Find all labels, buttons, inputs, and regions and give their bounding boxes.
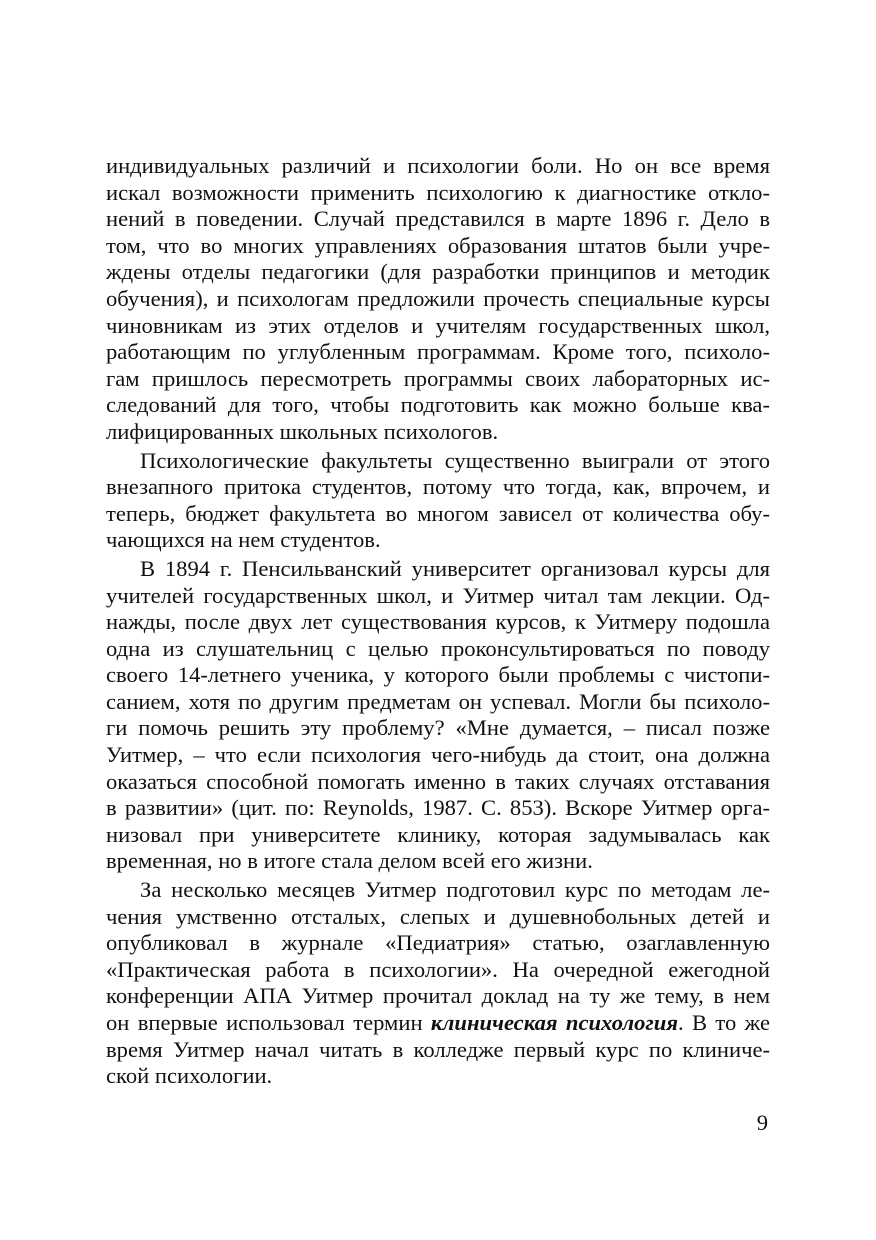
text-line: гам пришлось пересмотреть программы своих лабораторных ис- (106, 365, 770, 391)
text-line: Уитмер, – что если психология чего-нибудь да стоит, она должна (106, 742, 770, 768)
text-line: временная, но в итоге стала делом всей его жизни. (106, 848, 593, 874)
text-line: санием, хотя по другим предметам он успевал. Могли бы психоло- (106, 688, 770, 714)
text-line: Психологические факультеты существенно выиграли от этого (140, 447, 770, 473)
text-line: В 1894 г. Пенсильванский университет организовал курсы для (140, 555, 770, 581)
text-line: чиновникам из этих отделов и учителям государственных школ, (106, 312, 770, 338)
text-line: внезапного притока студентов, потому что тогда, как, впрочем, и (106, 474, 770, 500)
text-line: низовал при университете клинику, которая задумывалась как (106, 821, 770, 847)
page-number: 9 (756, 1110, 768, 1135)
text-line: том, что во многих управлениях образования штатов были учре- (106, 232, 770, 258)
text-line: нажды, после двух лет существования курсов, к Уитмеру подошла (106, 609, 770, 635)
text-line: искал возможности применить психологию к диагностике откло- (106, 179, 770, 205)
paragraph-2 (106, 448, 770, 554)
text-line: время Уитмер начал читать в колледже первый курс по клиниче- (106, 1036, 770, 1062)
text-line: За несколько месяцев Уитмер подготовил курс по методам ле- (140, 877, 770, 903)
text-line: в развитии» (цит. по: Reynolds, 1987. С. 853). Вскоре Уитмер орга- (106, 795, 770, 821)
text-line: оказаться способной помогать именно в таких случаях отставания (106, 768, 770, 794)
body-text (106, 153, 770, 1090)
text-line-with-term (106, 1010, 770, 1037)
text-line: лифицированных школьных психологов. (106, 418, 499, 444)
text-line: чения умственно отсталых, слепых и душевнобольных детей и (106, 903, 770, 929)
text-line: конференции АПА Уитмер прочитал доклад на ту же тему, в нем (106, 983, 770, 1009)
term-line-before: он впервые использовал термин (106, 1010, 431, 1035)
text-line: «Практическая работа в психологии». На очередной ежегодной (106, 956, 770, 982)
paragraph-1 (106, 153, 770, 446)
text-line: ждены отделы педагогики (для разработки принципов и методик (106, 259, 770, 285)
text-line: индивидуальных различий и психологии боли. Но он все время (106, 153, 770, 178)
text-line: одна из слушательниц с целью проконсультироваться по поводу (106, 635, 770, 661)
text-line: обучения), и психологам предложили прочесть специальные курсы (106, 285, 770, 311)
text-line: опубликовал в журнале «Педиатрия» статью, озаглавленную (106, 930, 770, 956)
text-line: учителей государственных школ, и Уитмер читал там лекции. Од- (106, 582, 770, 608)
text-line: своего 14-летнего ученика, у которого были проблемы с чистопи- (106, 662, 770, 688)
paragraph-3 (106, 556, 770, 875)
text-line: нений в поведении. Случай представился в марте 1896 г. Дело в (106, 206, 770, 232)
paragraph-4 (106, 877, 770, 1090)
term-line-after: . В то же (677, 1010, 770, 1035)
text-line: чающихся на нем студентов. (106, 527, 381, 553)
key-term: клиническая психология (430, 1010, 678, 1035)
text-line: ги помочь решить эту проблему? «Мне думается, – писал позже (106, 715, 770, 741)
text-line: ской психологии. (106, 1063, 273, 1089)
text-line: следований для того, чтобы подготовить как можно больше ква- (106, 392, 770, 418)
text-line: теперь, бюджет факультета во многом зависел от количества обу- (106, 500, 770, 526)
text-line: работающим по углубленным программам. Кроме того, психоло- (106, 339, 770, 365)
